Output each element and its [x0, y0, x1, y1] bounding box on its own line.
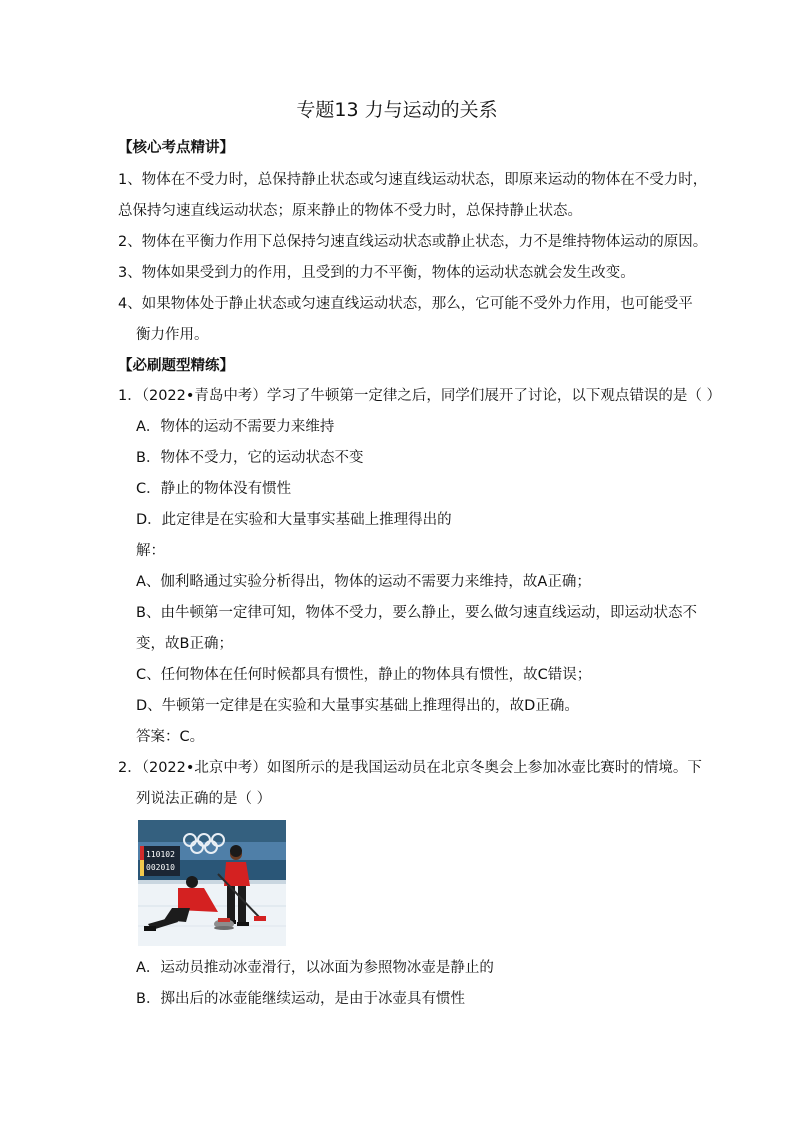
question-2-stem-line1: 2．（2022•北京中考）如图所示的是我国运动员在北京冬奥会上参加冰壶比赛时的情境。下: [118, 760, 702, 776]
question-2-option-b: B．掷出后的冰壶能继续运动，是由于冰壶具有惯性: [136, 991, 465, 1007]
question-1-solution-b-line1: B、由牛顿第一定律可知，物体不受力，要么静止，要么做匀速直线运动，即运动状态不: [136, 605, 697, 621]
scoreboard-line-1: 110102: [146, 850, 175, 859]
core-point-1-line1: 1、物体在不受力时，总保持静止状态或匀速直线运动状态，即原来运动的物体在不受力时，: [118, 172, 708, 188]
core-point-2: 2、物体在平衡力作用下总保持匀速直线运动状态或静止状态，力不是维持物体运动的原因。: [118, 234, 708, 250]
question-1-solution-d: D、牛顿第一定律是在实验和大量事实基础上推理得出的，故D正确。: [136, 698, 579, 714]
practice-section-heading: 【必刷题型精练】: [118, 358, 234, 374]
question-1-option-c: C．静止的物体没有惯性: [136, 481, 292, 497]
question-1-solution-c: C、任何物体在任何时候都具有惯性，静止的物体具有惯性，故C错误；: [136, 667, 592, 683]
question-2-stem-line2: 列说法正确的是（ ）: [136, 791, 272, 807]
scoreboard-line-2: 002010: [146, 863, 175, 872]
core-point-4-line2: 衡力作用。: [136, 327, 209, 343]
question-1-stem: 1．（2022•青岛中考）学习了牛顿第一定律之后，同学们展开了讨论，以下观点错误的是（ ）: [118, 388, 722, 404]
question-1-option-a: A．物体的运动不需要力来维持: [136, 419, 335, 435]
core-section-heading: 【核心考点精讲】: [118, 140, 234, 156]
question-2-option-a: A．运动员推动冰壶滑行，以冰面为参照物冰壶是静止的: [136, 960, 494, 976]
core-point-3: 3、物体如果受到力的作用，且受到的力不平衡，物体的运动状态就会发生改变。: [118, 265, 635, 281]
core-point-1-line2: 总保持匀速直线运动状态；原来静止的物体不受力时，总保持静止状态。: [118, 203, 582, 219]
question-1-solution-label: 解：: [136, 543, 165, 559]
page-title: 专题13 力与运动的关系: [296, 99, 498, 121]
question-1-solution-a: A、伽利略通过实验分析得出，物体的运动不需要力来维持，故A正确；: [136, 574, 591, 590]
question-1-answer: 答案：C。: [136, 729, 205, 745]
question-1-solution-b-line2: 变，故B正确；: [136, 636, 233, 652]
core-point-4-line1: 4、如果物体处于静止状态或匀速直线运动状态，那么，它可能不受外力作用，也可能受平: [118, 296, 693, 312]
question-1-option-b: B．物体不受力，它的运动状态不变: [136, 450, 364, 466]
curling-photo: [138, 820, 286, 946]
question-1-option-d: D．此定律是在实验和大量事实基础上推理得出的: [136, 512, 452, 528]
